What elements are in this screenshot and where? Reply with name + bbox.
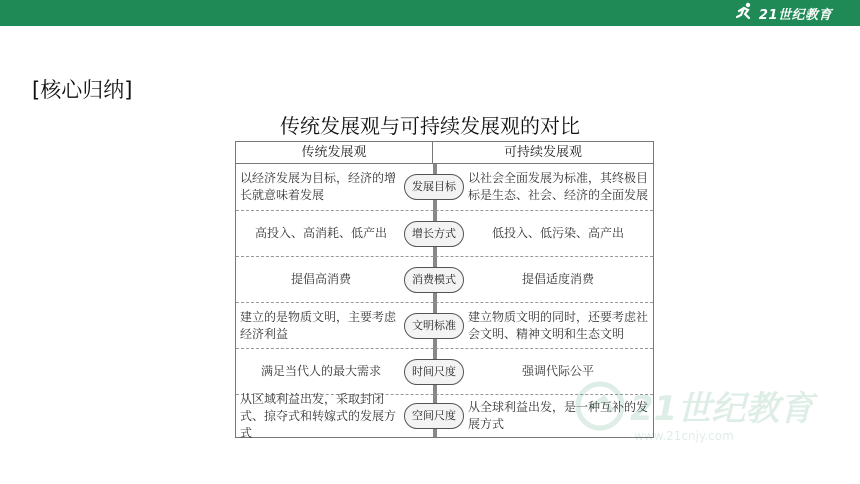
traditional-cell: 提倡高消费 (290, 272, 351, 286)
aspect-pill: 发展目标 (404, 174, 464, 200)
table-row (236, 391, 653, 440)
watermark-text: 21世纪教育 (630, 389, 814, 429)
sustainable-cell: 低投入、低污染、高产出 (491, 226, 624, 240)
sustainable-cell: 强调代际公平 (521, 364, 594, 378)
aspect-pill: 空间尺度 (404, 403, 464, 429)
traditional-cell: 满足当代人的最大需求 (260, 364, 381, 378)
header-sustainable: 可持续发展观 (503, 145, 582, 160)
table-row (236, 257, 653, 303)
aspect-pill: 文明标准 (404, 313, 464, 339)
traditional-cell: 以经济发展为目标，经济的增长就意味着发展 (240, 171, 397, 202)
traditional-cell: 从区域利益出发，采取封闭式、掠夺式和转嫁式的发展方式 (240, 391, 397, 440)
traditional-cell: 建立的是物质文明，主要考虑经济利益 (240, 309, 397, 341)
header-traditional: 传统发展观 (301, 145, 367, 160)
table-header (236, 142, 653, 164)
sustainable-cell: 从全球利益出发，是一种互补的发展方式 (468, 400, 649, 431)
comparison-table (235, 141, 654, 438)
page-title: 传统发展观与可持续发展观的对比 (280, 114, 580, 138)
aspect-pill: 消费模式 (404, 267, 464, 293)
sustainable-cell: 以社会全面发展为标准，其终极目标是生态、社会、经济的全面发展 (468, 171, 649, 202)
section-label: [核心归纳] (32, 78, 133, 102)
table-row (236, 303, 653, 349)
aspect-pill: 时间尺度 (404, 359, 464, 385)
runner-icon (735, 2, 755, 24)
watermark-url: www.21cnjy.com (634, 429, 734, 443)
sustainable-cell: 提倡适度消费 (521, 272, 594, 286)
brand-logo[interactable] (735, 3, 832, 23)
aspect-pill: 增长方式 (404, 221, 464, 247)
top-banner (0, 0, 860, 26)
sustainable-cell: 建立物质文明的同时，还要考虑社会文明、精神文明和生态文明 (468, 309, 649, 341)
traditional-cell: 高投入、高消耗、低产出 (254, 226, 387, 240)
table-row (236, 164, 653, 211)
logo-text: 21世纪教育 (758, 7, 832, 23)
table-row (236, 349, 653, 395)
table-row (236, 211, 653, 257)
